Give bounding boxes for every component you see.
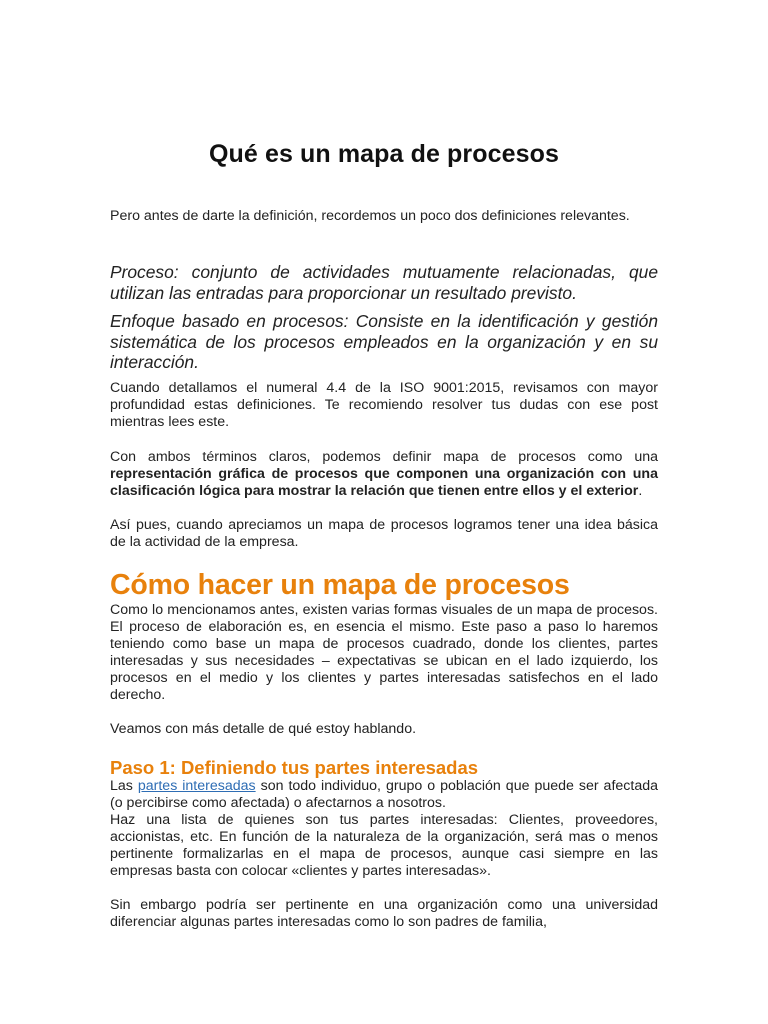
definition-intro-text: Con ambos términos claros, podemos definir mapa de procesos como una [110,449,658,465]
iso-paragraph: Cuando detallamos el numeral 4.4 de la ISO 9001:2015, revisamos con mayor profundidad estas definiciones. Te recomiendo resolver tus dudas con ese post mientras lees este. [110,380,658,430]
partes-interesadas-link[interactable]: partes interesadas [137,778,256,794]
summary-paragraph: Así pues, cuando apreciamos un mapa de procesos logramos tener una idea básica de la actividad de la empresa. [110,517,658,550]
definition-end-text: . [638,483,643,499]
step1-prefix-text: Las [110,778,138,794]
definition-process: Proceso: conjunto de actividades mutuamente relacionadas, que utilizan las entradas para proporcionar un resultado previsto. [110,262,658,303]
step1-paragraph-2: Haz una lista de quienes son tus partes interesadas: Clientes, proveedores, accionistas, etc. En función de la naturaleza de la organización, será mas o menos pertinente formalizarlas en el mapa de procesos, aunque casi siempre en las empresas basta con colocar «clientes y partes interesadas». [110,812,658,879]
section-paragraph: Como lo mencionamos antes, existen varias formas visuales de un mapa de procesos. El proceso de elaboración es, en esencia el mismo. Este paso a paso lo haremos teniendo como base un mapa de procesos cuadrado, donde los clientes, partes interesadas y sus necesidades – expectativas se ubican en el lado izquierdo, los procesos en el medio y los clientes y partes interesadas satisfechos en el lado derecho. [110,602,658,703]
step1-heading: Paso 1: Definiendo tus partes interesadas [110,757,479,778]
definition-bold-text: representación gráfica de procesos que componen una organización con una clasificación lógica para mostrar la relación que tienen entre ellos y el exterior [110,466,658,499]
step1-rest-text: son todo individuo, grupo o población que puede ser afectada (o percibirse como afectada) o afectarnos a nosotros. [110,778,658,811]
detail-paragraph: Veamos con más detalle de qué estoy hablando. [110,721,417,737]
step1-paragraph-3: Sin embargo podría ser pertinente en una organización como una universidad diferenciar algunas partes interesadas como lo son padres de familia, [110,897,658,930]
page-title: Qué es un mapa de procesos [209,140,559,168]
definition-approach: Enfoque basado en procesos: Consiste en la identificación y gestión sistemática de los procesos empleados en la organización y en su interacción. [110,311,658,372]
definition-paragraph [110,449,658,500]
section-heading: Cómo hacer un mapa de procesos [110,569,570,601]
step1-paragraph-1 [110,778,658,812]
intro-paragraph: Pero antes de darte la definición, recordemos un poco dos definiciones relevantes. [110,208,630,224]
